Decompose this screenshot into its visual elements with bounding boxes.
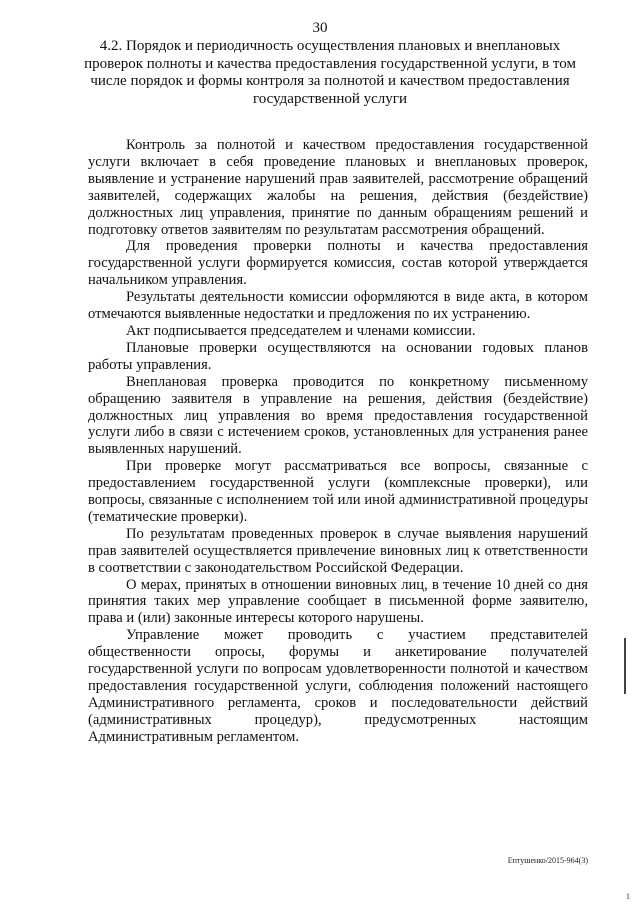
section-heading: 4.2. Порядок и периодичность осуществления плановых и внеплановых проверок полноты и качества предоставления государственной услуги, в том числе порядок и формы контроля за полнотой и качеством предоставления государственной услуги [84,38,576,107]
paragraph-8: По результатам проведенных проверок в случае выявления нарушений прав заявителей осуществляется привлечение виновных лиц к ответственности в соответствии с законодательством Российской Федерации. [88,525,588,576]
body-text [88,137,588,746]
paragraph-4: Акт подписывается председателем и членами комиссии. [126,322,476,339]
paragraph-1: Контроль за полнотой и качеством предоставления государственной услуги включает в себя проведение плановых и внеплановых проверок, выявление и устранение нарушений прав заявителей, рассмотрение обращений заявителей, содержащих жалобы на решения, действия (бездействие) должностных лиц управления, принятие по данным обращениям решений и подготовку ответов заявителям по результатам рассмотрения обращений. [88,137,588,238]
margin-mark-line [624,638,626,694]
page-number: 30 [312,20,328,36]
paragraph-2: Для проведения проверки полноты и качества предоставления государственной услуги формируется комиссия, состав которой утверждается начальником управления. [88,238,588,289]
paragraph-5: Плановые проверки осуществляются на основании годовых планов работы управления. [88,339,588,373]
paragraph-10: Управление может проводить с участием представителей общественности опросы, форумы и анкетирование получателей государственной услуги по вопросам удовлетворенности полнотой и качеством предоставления государственной услуги, соблюдения положений настоящего Административного регламента, сроков и последовательности действий (административных процедур), предусмотренных настоящим Административным регламентом. [88,627,588,745]
paragraph-3: Результаты деятельности комиссии оформляются в виде акта, в котором отмечаются выявленные недостатки и предложения по их устранению. [88,289,588,323]
paragraph-6: Внеплановая проверка проводится по конкретному письменному обращению заявителя в управление на решения, действия (бездействие) должностных лиц управления во время предоставления государственной услуги либо в связи с истечением сроков, установленных для устранения ранее выявленных нарушений. [88,373,588,458]
corner-mark: 1 [626,892,630,901]
paragraph-7: При проверке могут рассматриваться все вопросы, связанные с предоставлением государственной услуги (комплексные проверки), или вопросы, связанные с исполнением той или иной административной процедуры (тематические проверки). [88,458,588,525]
footer-document-code: Ептушенко/2015-964(3) [507,856,588,865]
paragraph-9: О мерах, принятых в отношении виновных лиц, в течение 10 дней со дня принятия таких мер управление сообщает в письменной форме заявителю, права и (или) законные интересы которого нарушены. [88,576,588,627]
